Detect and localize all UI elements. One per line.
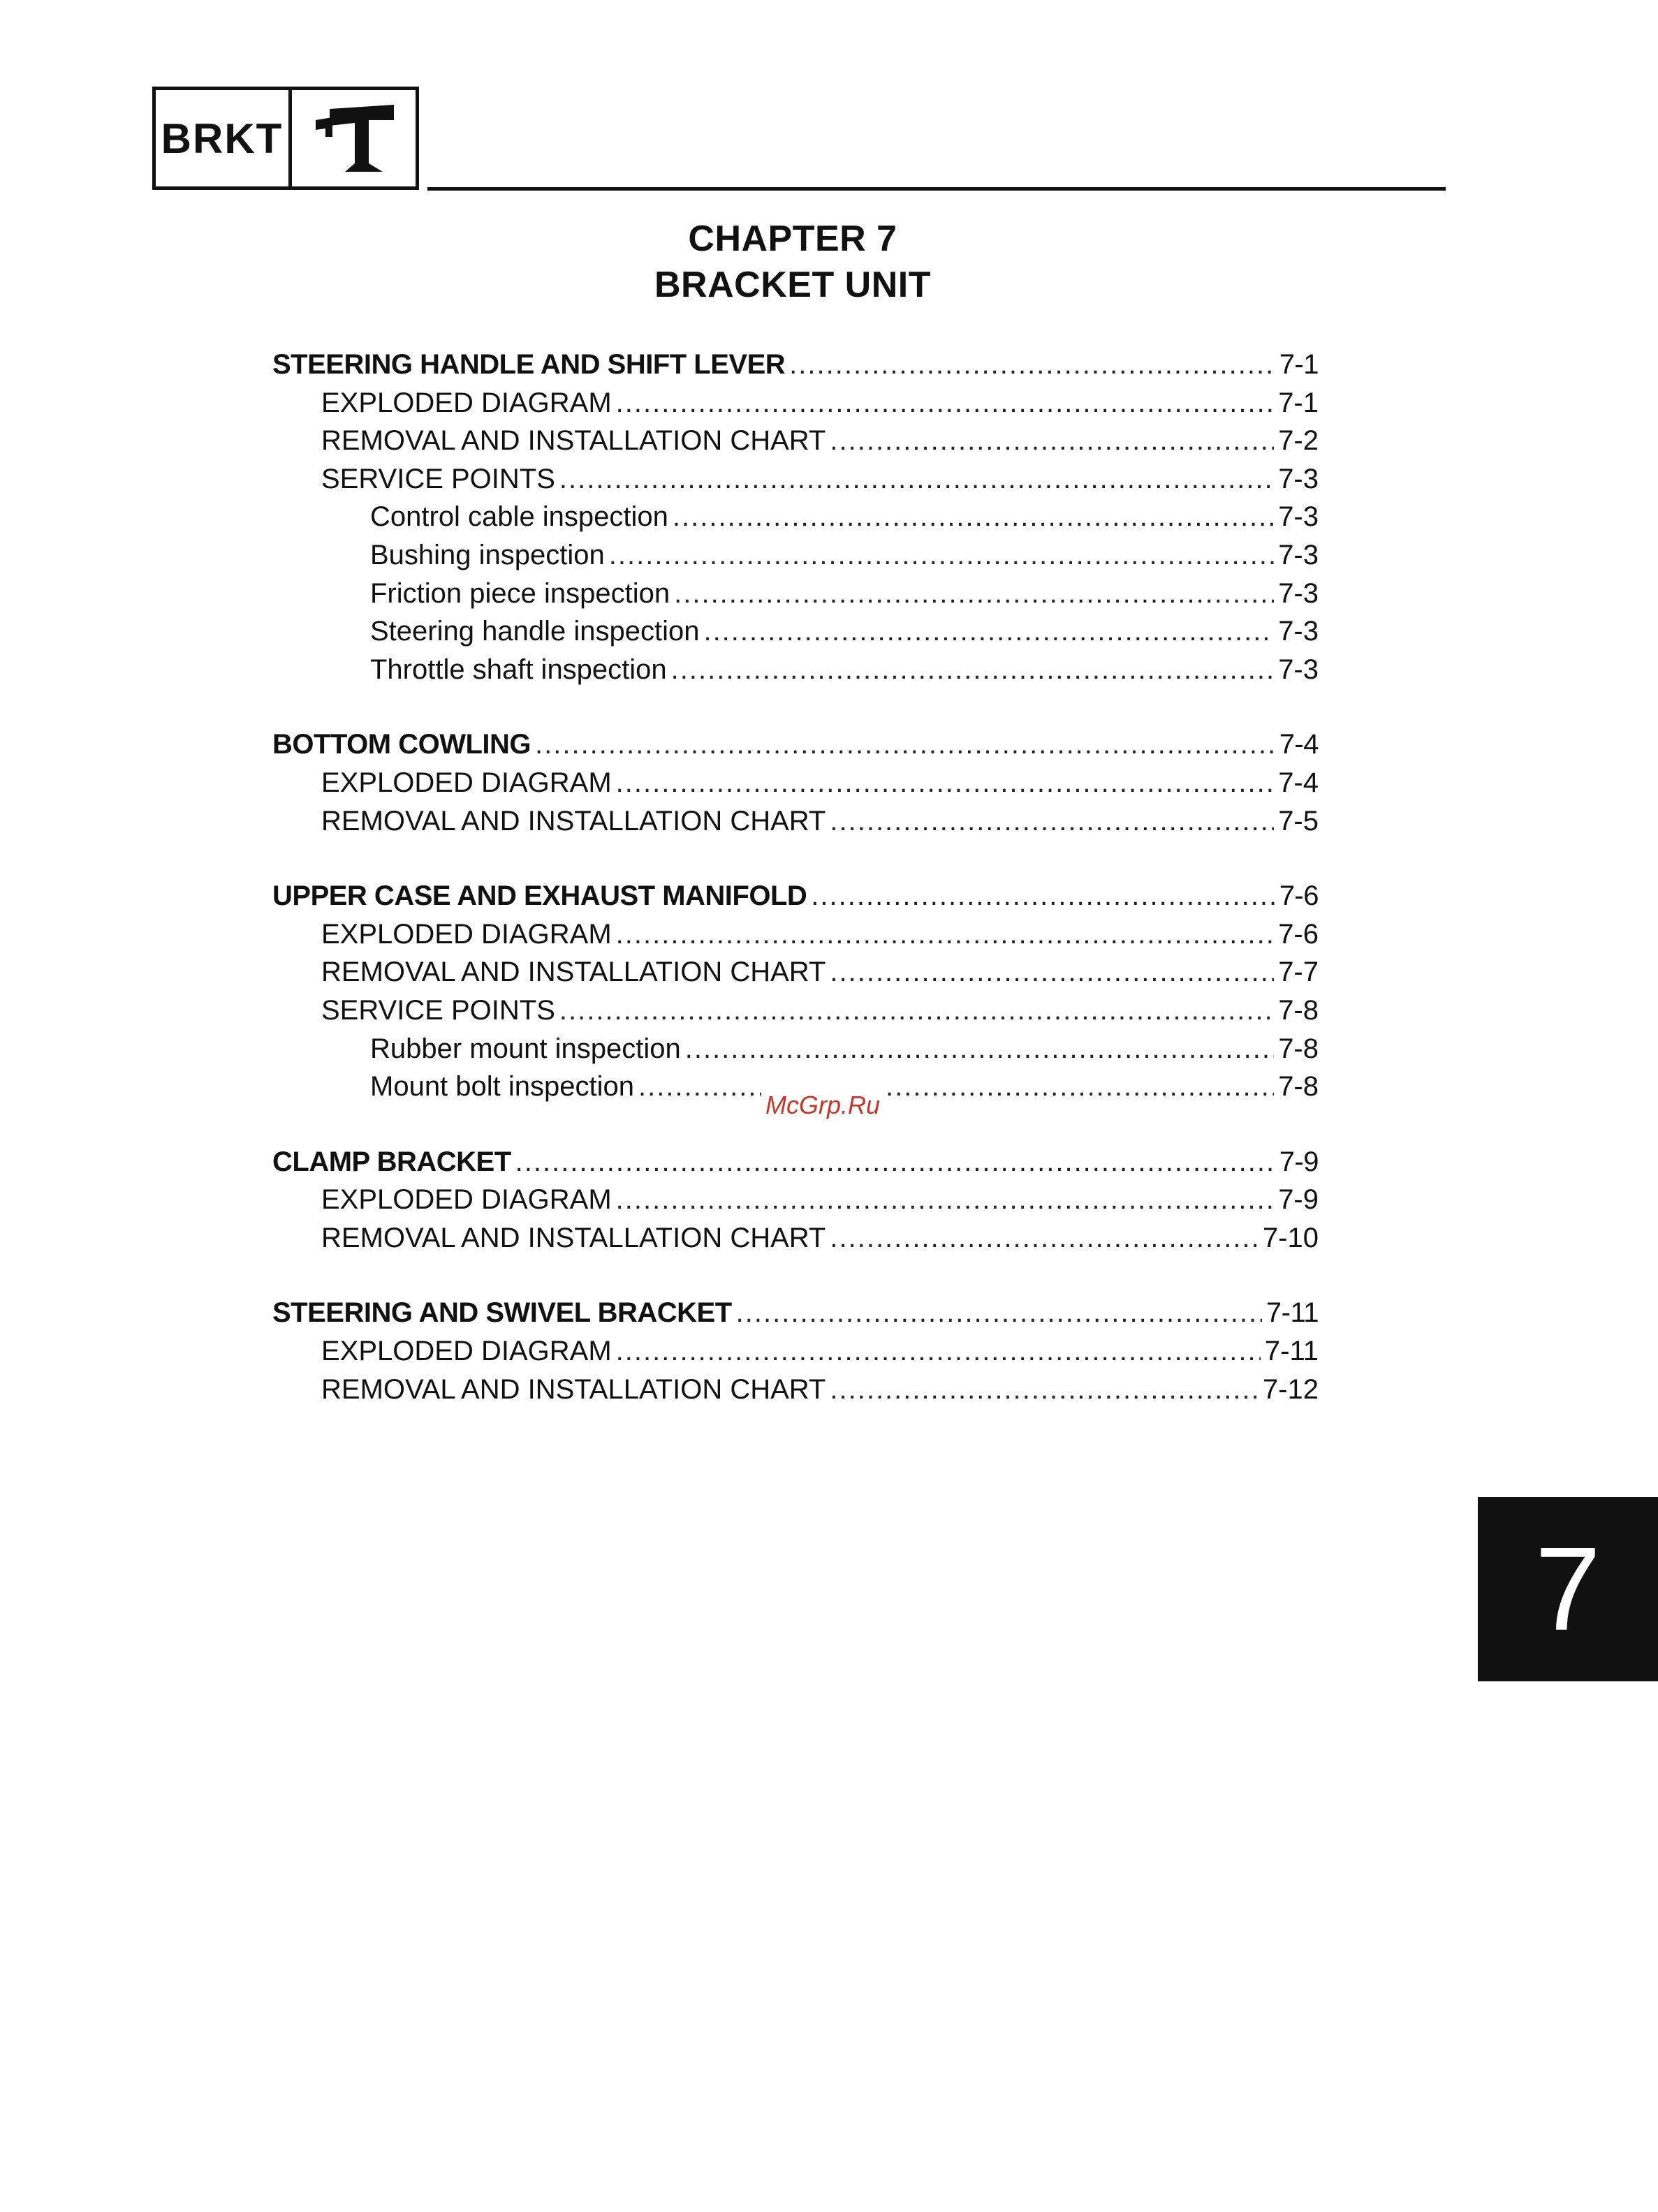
table-of-contents — [272, 349, 1319, 1449]
toc-entry-row — [272, 388, 1319, 426]
toc-section — [272, 729, 1319, 843]
toc-page-number: 7-6 — [1278, 918, 1319, 950]
toc-dot-leader — [674, 578, 1274, 610]
toc-section — [272, 880, 1319, 1109]
toc-dot-leader — [559, 995, 1274, 1026]
toc-entry-label: SERVICE POINTS — [321, 463, 555, 494]
toc-heading-row — [272, 1146, 1319, 1185]
toc-entry-row — [272, 1374, 1319, 1413]
chapter-tab: 7 — [1478, 1497, 1658, 1681]
toc-entry-row — [272, 464, 1319, 502]
toc-entry-label: EXPLODED DIAGRAM — [321, 1184, 612, 1216]
toc-page-number: 7-2 — [1278, 425, 1319, 457]
toc-dot-leader — [811, 880, 1275, 912]
toc-heading-row — [272, 349, 1319, 388]
toc-entry-label: Rubber mount inspection — [370, 1033, 681, 1064]
toc-entry-label: BOTTOM COWLING — [272, 729, 531, 760]
toc-entry-label: Bushing inspection — [370, 539, 605, 570]
toc-page-number: 7-4 — [1279, 729, 1319, 760]
toc-dot-leader — [616, 1184, 1275, 1216]
toc-page-number: 7-10 — [1262, 1222, 1319, 1253]
toc-dot-leader — [638, 1071, 1274, 1103]
toc-dot-leader — [703, 616, 1274, 647]
toc-entry-row — [272, 767, 1319, 806]
toc-page-number: 7-11 — [1264, 1336, 1319, 1367]
toc-entry-label: EXPLODED DIAGRAM — [321, 767, 612, 798]
toc-page-number: 7-11 — [1265, 1297, 1319, 1329]
toc-heading-row — [272, 880, 1319, 919]
toc-entry-label: Mount bolt inspection — [370, 1071, 635, 1103]
toc-page-number: 7-9 — [1278, 1184, 1319, 1216]
toc-section — [272, 1146, 1319, 1261]
toc-dot-leader — [685, 1033, 1274, 1065]
toc-page-number: 7-8 — [1278, 1071, 1319, 1103]
toc-entry-row — [272, 501, 1319, 540]
watermark: McGrp.Ru — [761, 1091, 884, 1120]
toc-dot-leader — [830, 425, 1274, 457]
toc-dot-leader — [616, 388, 1275, 419]
toc-dot-leader — [616, 767, 1275, 799]
toc-page-number: 7-8 — [1278, 994, 1319, 1026]
toc-entry-label: REMOVAL AND INSTALLATION CHART — [321, 1373, 826, 1405]
toc-dot-leader — [830, 957, 1274, 988]
toc-page-number: 7-3 — [1278, 577, 1319, 609]
toc-entry-row — [272, 616, 1319, 654]
chapter-title: BRACKET UNIT — [654, 265, 931, 305]
toc-dot-leader — [830, 1223, 1259, 1254]
toc-entry-label: EXPLODED DIAGRAM — [321, 387, 612, 418]
toc-entry-label: Throttle shaft inspection — [370, 654, 667, 685]
toc-entry-row — [272, 957, 1319, 995]
toc-entry-row — [272, 425, 1319, 464]
toc-section — [272, 1297, 1319, 1412]
toc-entry-label: Control cable inspection — [370, 501, 668, 533]
toc-entry-label: REMOVAL AND INSTALLATION CHART — [321, 805, 826, 836]
toc-page-number: 7-1 — [1279, 349, 1319, 380]
toc-entry-row — [272, 995, 1319, 1033]
toc-page-number: 7-5 — [1278, 805, 1319, 836]
toc-page-number: 7-7 — [1278, 957, 1319, 988]
toc-dot-leader — [736, 1297, 1262, 1329]
toc-entry-row — [272, 806, 1319, 844]
toc-entry-label: Steering handle inspection — [370, 616, 700, 647]
toc-entry-row — [272, 1184, 1319, 1223]
toc-dot-leader — [609, 540, 1274, 571]
bracket-icon — [292, 90, 416, 186]
toc-entry-label: REMOVAL AND INSTALLATION CHART — [321, 1222, 826, 1253]
toc-page-number: 7-6 — [1279, 880, 1319, 912]
toc-entry-row — [272, 1223, 1319, 1261]
toc-entry-row — [272, 1033, 1319, 1072]
toc-dot-leader — [830, 806, 1274, 837]
toc-dot-leader — [616, 919, 1275, 950]
toc-dot-leader — [616, 1336, 1261, 1367]
badge-label: BRKT — [156, 90, 292, 186]
toc-heading-row — [272, 729, 1319, 767]
toc-entry-label: REMOVAL AND INSTALLATION CHART — [321, 957, 826, 988]
toc-dot-leader — [515, 1146, 1275, 1178]
toc-entry-row — [272, 540, 1319, 578]
toc-entry-row — [272, 654, 1319, 693]
toc-page-number: 7-3 — [1278, 654, 1319, 685]
toc-entry-label: EXPLODED DIAGRAM — [321, 1336, 612, 1367]
toc-entry-label: UPPER CASE AND EXHAUST MANIFOLD — [272, 880, 807, 912]
toc-entry-row — [272, 1336, 1319, 1374]
toc-entry-label: EXPLODED DIAGRAM — [321, 918, 612, 950]
toc-dot-leader — [535, 729, 1275, 760]
toc-page-number: 7-3 — [1278, 539, 1319, 570]
toc-dot-leader — [830, 1374, 1259, 1406]
toc-page-number: 7-8 — [1278, 1033, 1319, 1064]
header-rule — [427, 187, 1446, 191]
section-badge — [152, 87, 419, 190]
toc-entry-row — [272, 919, 1319, 957]
toc-entry-label: STEERING HANDLE AND SHIFT LEVER — [272, 349, 786, 380]
toc-page-number: 7-9 — [1279, 1146, 1319, 1177]
chapter-number: CHAPTER 7 — [688, 219, 897, 259]
toc-page-number: 7-3 — [1278, 501, 1319, 533]
toc-dot-leader — [671, 654, 1275, 686]
toc-entry-label: CLAMP BRACKET — [272, 1146, 511, 1177]
toc-page-number: 7-4 — [1278, 767, 1319, 798]
toc-entry-label: SERVICE POINTS — [321, 994, 555, 1026]
toc-dot-leader — [789, 349, 1275, 381]
toc-entry-label: REMOVAL AND INSTALLATION CHART — [321, 425, 826, 457]
toc-entry-label: STEERING AND SWIVEL BRACKET — [272, 1297, 732, 1329]
toc-page-number: 7-12 — [1262, 1373, 1319, 1405]
toc-dot-leader — [673, 501, 1274, 533]
toc-dot-leader — [559, 464, 1274, 495]
toc-page-number: 7-1 — [1278, 387, 1319, 418]
toc-heading-row — [272, 1297, 1319, 1336]
toc-entry-row — [272, 578, 1319, 617]
toc-page-number: 7-3 — [1278, 616, 1319, 647]
toc-page-number: 7-3 — [1278, 463, 1319, 494]
toc-section — [272, 349, 1319, 692]
toc-entry-label: Friction piece inspection — [370, 577, 670, 609]
